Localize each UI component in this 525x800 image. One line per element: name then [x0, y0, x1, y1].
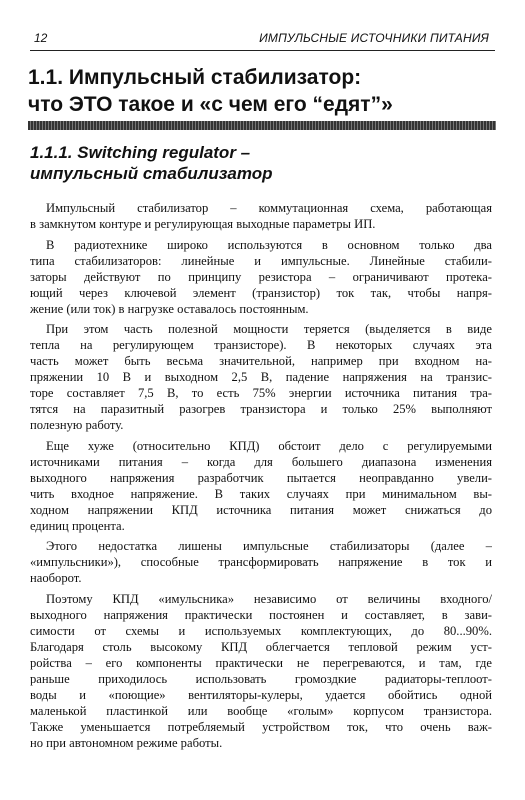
section-heading-line: что ЭТО такое и «с чем его “едят”» [28, 93, 393, 116]
paragraph-line: В радиотехнике широко используются в основном только два [46, 237, 492, 252]
paragraph-line: чить входное напряжение. В таких случаях при минимальном вы- [30, 486, 492, 501]
paragraph [30, 237, 492, 317]
paragraph [30, 538, 492, 586]
paragraph-line: Поэтому КПД «имульсника» независимо от величины входного/ [46, 591, 492, 606]
paragraph-line: жение (или ток) в нагрузке оставалось постоянным. [30, 301, 309, 316]
paragraph [30, 321, 492, 433]
paragraph-line: торе составляет 7,5 В, то есть 75% энергии источника питания тра- [30, 386, 492, 400]
paragraph-line: пряжении 10 В и выходном 2,5 В, падение напряжения на транзис- [30, 370, 492, 384]
subsection-heading-line: импульсный стабилизатор [30, 164, 273, 183]
paragraph-line: но при автономном режиме работы. [30, 735, 223, 750]
paragraph [30, 200, 492, 232]
paragraph-line: выходного напряжения практически постоянен и составляет, в зави- [30, 607, 492, 622]
paragraph [30, 591, 492, 751]
section-heading-line: 1.1. Импульсный стабилизатор: [28, 66, 362, 89]
decorative-rule [28, 121, 496, 130]
paragraph-line: тятся на паразитный разогрев транзистора и только 25% выполняют [30, 402, 492, 416]
subsection-heading-line: 1.1.1. Switching regulator – [30, 143, 251, 162]
paragraph-line: заторы действуют по принципу резистора – ограничивают протека- [30, 269, 492, 284]
paragraph-line: ходном напряжении КПД источника питания может снижаться до [30, 502, 492, 517]
section-heading [28, 64, 496, 118]
body-text [30, 200, 492, 755]
paragraph-line: единиц процента. [30, 518, 125, 533]
paragraph-line: «импульсники»), способные трансформировать напряжение в ток и [30, 555, 492, 569]
paragraph-line: Этого недостатка лишены импульсные стабилизаторы (далее – [46, 539, 492, 553]
paragraph-line: в замкнутом контуре и регулирующая выходные параметры ИП. [30, 217, 376, 231]
paragraph-line: полезную работу. [30, 418, 124, 432]
paragraph-line: ройства – его компоненты практически не перегреваются, и там, где [30, 655, 492, 670]
running-head [30, 28, 495, 51]
paragraph-line: тепла на регулирующем транзисторе). В некоторых случаях эта [30, 338, 492, 352]
paragraph-line: ющий через ключевой элемент (транзистор) ток так, чтобы напря- [30, 285, 492, 300]
paragraph-line: источниками питания – когда для большего диапазона изменения [30, 454, 492, 469]
paragraph-line: Импульсный стабилизатор – коммутационная схема, работающая [46, 201, 492, 215]
paragraph-line: Также уменьшается потребляемый устройством ток, что очень важ- [30, 719, 492, 734]
paragraph-line: выходного напряжения разработчик пытается неоправданно увели- [30, 470, 492, 485]
running-head-title: ИМПУЛЬСНЫЕ ИСТОЧНИКИ ПИТАНИЯ [259, 31, 489, 45]
paragraph-line: раньше приходилось использовать громоздкие радиаторы-теплоот- [30, 671, 492, 686]
paragraph-line: часть может быть весьма значительной, например при входном на- [30, 354, 492, 368]
paragraph-line: Благодаря столь высокому КПД облегчается тепловой режим уст- [30, 639, 492, 654]
paragraph-line: типа стабилизаторов: линейные и импульсные. Линейные стабили- [30, 253, 492, 268]
subsection-heading [30, 142, 490, 184]
page-number: 12 [34, 31, 48, 45]
paragraph [30, 438, 492, 534]
paragraph-line: наоборот. [30, 571, 82, 585]
paragraph-line: симости от схемы и используемых комплектующих, до 80...90%. [30, 623, 492, 638]
paragraph-line: Еще хуже (относительно КПД) обстоит дело с регулируемыми [46, 438, 492, 453]
paragraph-line: воды и «поющие» вентиляторы-кулеры, удается обойтись одной [30, 687, 492, 702]
paragraph-line: маленькой пластинкой или вообще «голым» корпусом транзистора. [30, 703, 492, 718]
paragraph-line: При этом часть полезной мощности теряется (выделяется в виде [46, 322, 492, 336]
